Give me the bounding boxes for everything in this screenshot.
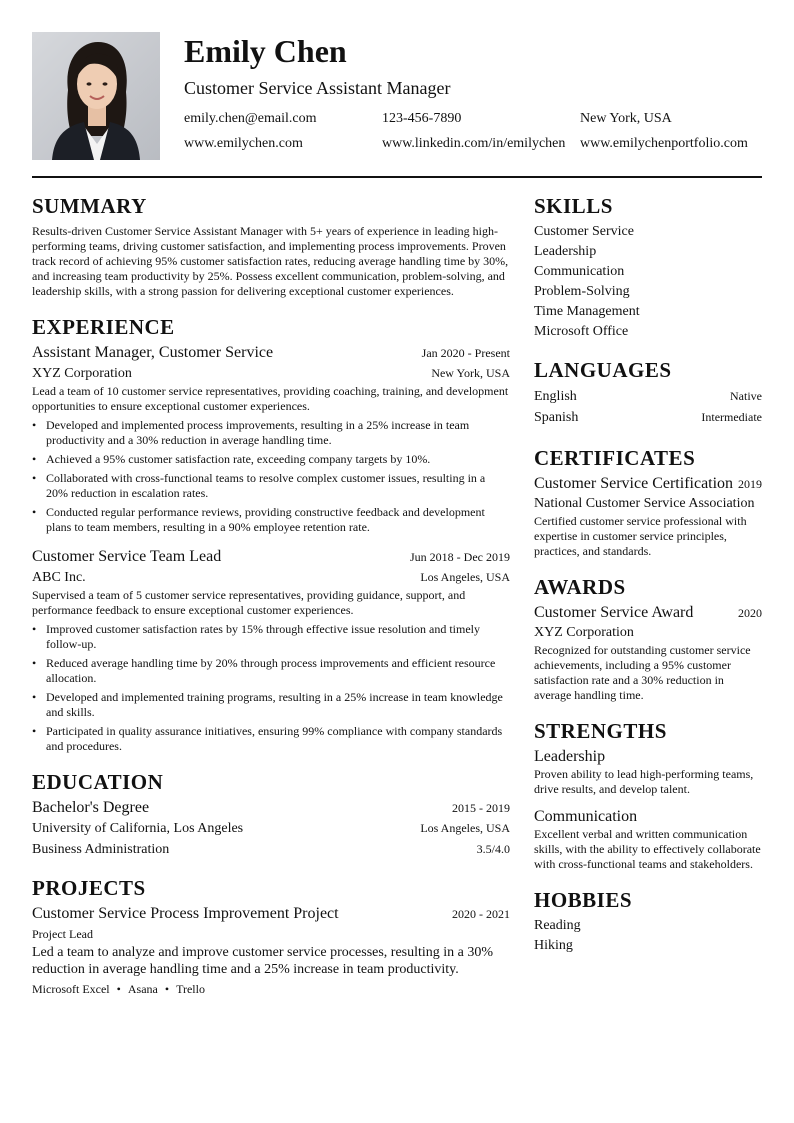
language-name: Spanish xyxy=(534,410,579,425)
job-bullets xyxy=(32,622,510,754)
hobbies-section xyxy=(534,886,762,956)
profile-photo xyxy=(32,32,160,160)
strength-description: Excellent verbal and written communication skills, with the ability to effectively collaborate with cross-functional teams and stakeholders. xyxy=(534,827,761,871)
job-entry xyxy=(32,343,510,535)
header-divider xyxy=(32,176,762,178)
skill-item: Problem-Solving xyxy=(534,284,630,299)
job-bullet: • Developed and implemented process improvements, resulting in a 25% increase in team productivity and a 30% reduction in average handling time. xyxy=(32,418,510,448)
experience-heading: EXPERIENCE xyxy=(32,315,175,339)
award-description: Recognized for outstanding customer service achievements, including a 95% customer satisfaction rate and a 30% reduction in average handling time. xyxy=(534,643,751,702)
strength-name: Communication xyxy=(534,808,638,825)
job-title: Assistant Manager, Customer Service xyxy=(32,344,274,361)
language-level: Native xyxy=(730,389,762,403)
job-description: Supervised a team of 5 customer service representatives, providing guidance, support, and performance feedback to ensure exceptional customer experiences. xyxy=(32,588,466,617)
phone-number: 123-456-7890 xyxy=(382,111,462,126)
certificates-section xyxy=(534,444,762,559)
email-link[interactable]: emily.chen@email.com xyxy=(184,111,317,126)
tool-tag: Trello xyxy=(176,982,205,996)
award-name: Customer Service Award xyxy=(534,604,694,621)
skills-section xyxy=(534,192,762,342)
portrait-image xyxy=(32,32,160,160)
languages-heading: LANGUAGES xyxy=(534,358,672,382)
job-bullet: • Improved customer satisfaction rates by 15% through effective issue resolution and timely follow-up. xyxy=(32,622,510,652)
job-bullet: • Conducted regular performance reviews, providing constructive feedback and development plans to team members, resulting in a 90% employee retention rate. xyxy=(32,505,510,535)
project-description: Led a team to analyze and improve customer service processes, resulting in a 30% reduction in average handling time and a 25% increase in team productivity. xyxy=(32,945,494,977)
resume-header xyxy=(32,32,762,160)
job-bullet: • Participated in quality assurance initiatives, ensuring 99% compliance with company standards and procedures. xyxy=(32,724,510,754)
language-level: Intermediate xyxy=(701,410,762,424)
job-bullet: • Developed and implemented training programs, resulting in a 25% increase in team knowledge and skills. xyxy=(32,690,510,720)
summary-text: Results-driven Customer Service Assistant Manager with 5+ years of experience in leading high-performing teams, driving customer satisfaction, and implementing process improvements. Proven track record of achieving 95% customer satisfaction rates, reducing average handling time by 30%, and increasing team productivity by 25%. Possess excellent communication, problem-solving, and leadership skills, with a strong passion for delivering exceptional customer experiences. xyxy=(32,224,509,298)
job-dates: Jun 2018 - Dec 2019 xyxy=(410,550,510,564)
education-section xyxy=(32,768,510,860)
job-title: Customer Service Team Lead xyxy=(32,548,222,565)
strength-description: Proven ability to lead high-performing teams, drive results, and develop talent. xyxy=(534,767,754,796)
school: University of California, Los Angeles xyxy=(32,821,244,836)
skill-item: Customer Service xyxy=(534,224,634,239)
candidate-name: Emily Chen xyxy=(184,33,347,69)
tool-tag: Asana xyxy=(127,982,158,996)
job-bullet: • Collaborated with cross-functional teams to resolve complex customer issues, resulting in a 20% reduction in escalation rates. xyxy=(32,471,510,501)
projects-section xyxy=(32,874,510,997)
tool-tag: Microsoft Excel xyxy=(32,982,110,996)
major: Business Administration xyxy=(32,842,170,857)
job-entry xyxy=(32,547,510,754)
awards-heading: AWARDS xyxy=(534,575,626,599)
project-dates: 2020 - 2021 xyxy=(452,907,510,921)
candidate-title: Customer Service Assistant Manager xyxy=(184,78,451,98)
hobby-item: Hiking xyxy=(534,938,573,953)
certificate-issuer: National Customer Service Association xyxy=(534,496,755,511)
skill-item: Communication xyxy=(534,264,625,279)
education-heading: EDUCATION xyxy=(32,770,164,794)
job-bullet: • Achieved a 95% customer satisfaction rate, exceeding company targets by 10%. xyxy=(32,452,510,467)
experience-section xyxy=(32,313,510,754)
job-bullet: • Reduced average handling time by 20% through process improvements and efficient resource allocation. xyxy=(32,656,510,686)
certificate-name: Customer Service Certification xyxy=(534,475,734,492)
certificates-heading: CERTIFICATES xyxy=(534,446,696,470)
strengths-section xyxy=(534,717,762,872)
job-company: ABC Inc. xyxy=(32,570,86,585)
strengths-heading: STRENGTHS xyxy=(534,719,667,743)
job-description: Lead a team of 10 customer service representatives, providing coaching, training, and development opportunities to ensure exceptional customer experiences. xyxy=(32,384,509,413)
award-year: 2020 xyxy=(738,606,762,620)
award-issuer: XYZ Corporation xyxy=(534,625,634,640)
skill-item: Leadership xyxy=(534,244,597,259)
main-column xyxy=(32,192,510,997)
job-bullets xyxy=(32,418,510,535)
skills-heading: SKILLS xyxy=(534,194,613,218)
location: New York, USA xyxy=(580,111,672,126)
summary-section xyxy=(32,192,510,299)
certificate-year: 2019 xyxy=(738,477,762,491)
languages-section xyxy=(534,356,762,428)
skill-item: Microsoft Office xyxy=(534,324,629,339)
linkedin-link[interactable]: www.linkedin.com/in/emilychen xyxy=(382,136,566,151)
job-location: New York, USA xyxy=(431,366,510,380)
skill-item: Time Management xyxy=(534,304,640,319)
summary-heading: SUMMARY xyxy=(32,194,147,218)
job-company: XYZ Corporation xyxy=(32,366,132,381)
school-location: Los Angeles, USA xyxy=(420,821,510,835)
job-dates: Jan 2020 - Present xyxy=(421,346,510,360)
certificate-description: Certified customer service professional with expertise in customer service principles, practices, and standards. xyxy=(534,514,747,558)
project-tools: Microsoft Excel • Asana • Trello xyxy=(32,982,205,996)
portfolio-link[interactable]: www.emilychenportfolio.com xyxy=(580,136,748,151)
job-location: Los Angeles, USA xyxy=(420,570,510,584)
projects-heading: PROJECTS xyxy=(32,876,146,900)
gpa: 3.5/4.0 xyxy=(476,842,510,856)
sidebar-column xyxy=(534,192,762,956)
language-name: English xyxy=(534,389,577,404)
awards-section xyxy=(534,573,762,703)
project-name: Customer Service Process Improvement Project xyxy=(32,905,339,922)
degree: Bachelor's Degree xyxy=(32,799,150,816)
hobbies-heading: HOBBIES xyxy=(534,888,633,912)
education-dates: 2015 - 2019 xyxy=(452,801,510,815)
website-link[interactable]: www.emilychen.com xyxy=(184,136,303,151)
strength-name: Leadership xyxy=(534,748,606,765)
project-role: Project Lead xyxy=(32,927,93,941)
hobby-item: Reading xyxy=(534,918,581,933)
